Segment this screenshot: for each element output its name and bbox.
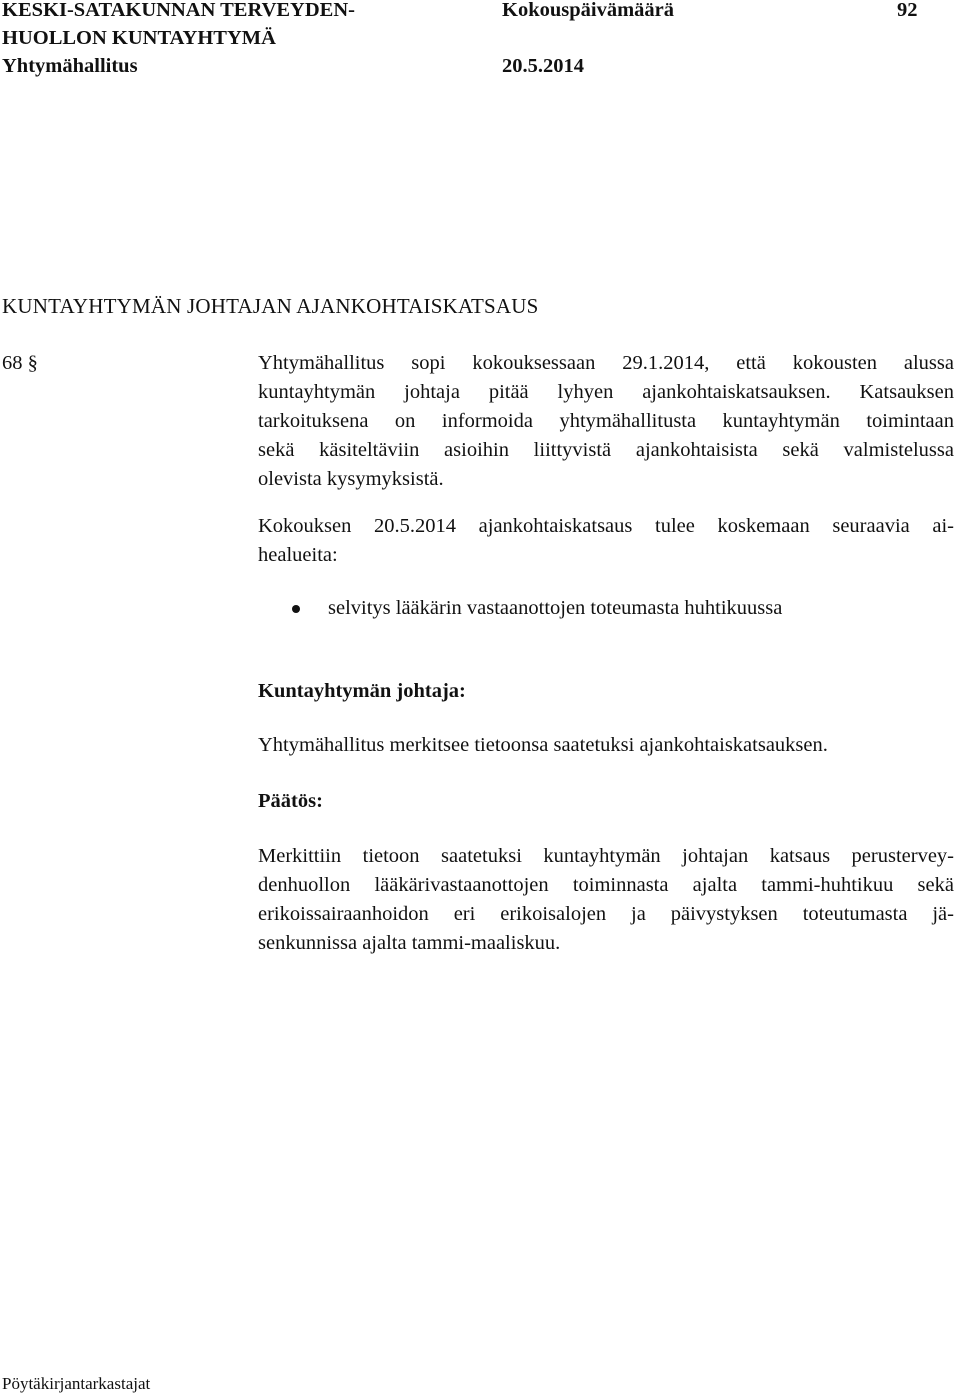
agenda-paragraph — [258, 512, 954, 570]
bullet-text: selvitys lääkärin vastaanottojen toteumasta huhtikuussa — [328, 597, 783, 619]
intro-paragraph-line: tarkoituksena on informoida yhtymähallitusta kuntayhtymän toimintaan — [258, 410, 954, 432]
governing-body: Yhtymähallitus — [2, 55, 138, 77]
intro-paragraph — [258, 349, 954, 494]
director-proposal: Yhtymähallitus merkitsee tietoonsa saatetuksi ajankohtaiskatsauksen. — [258, 734, 828, 756]
director-heading: Kuntayhtymän johtaja: — [258, 680, 466, 702]
item-number: 68 § — [2, 352, 38, 374]
intro-paragraph-line: sekä käsiteltäviin asioihin liittyvistä ajankohtaisista sekä valmistelussa — [258, 439, 954, 461]
decision-paragraph — [258, 842, 954, 958]
decision-paragraph-line: Merkittiin tietoon saatetuksi kuntayhtymän johtajan katsaus perustervey- — [258, 845, 954, 867]
intro-paragraph-line: Yhtymähallitus sopi kokouksessaan 29.1.2014, että kokousten alussa — [258, 352, 954, 374]
minutes-checkers-label: Pöytäkirjantarkastajat — [2, 1374, 151, 1393]
agenda-paragraph-line: healueita: — [258, 544, 338, 566]
meeting-date: 20.5.2014 — [502, 55, 584, 77]
meeting-date-label: Kokouspäivämäärä — [502, 0, 674, 21]
decision-paragraph-line: denhuollon lääkärivastaanottojen toiminnasta ajalta tammi-huhtikuu sekä — [258, 874, 954, 896]
intro-paragraph-line: kuntayhtymän johtaja pitää lyhyen ajankohtaiskatsauksen. Katsauksen — [258, 381, 954, 403]
section-title: KUNTAYHTYMÄN JOHTAJAN AJANKOHTAISKATSAUS — [2, 294, 539, 318]
organization-name-line2: HUOLLON KUNTAYHTYMÄ — [2, 27, 276, 49]
agenda-paragraph-line: Kokouksen 20.5.2014 ajankohtaiskatsaus tulee koskemaan seuraavia ai- — [258, 515, 954, 537]
decision-paragraph-line: senkunnissa ajalta tammi-maaliskuu. — [258, 932, 561, 954]
organization-name-line1: KESKI-SATAKUNNAN TERVEYDEN- — [2, 0, 355, 21]
bullet-icon — [292, 605, 300, 613]
page-number: 92 — [897, 0, 918, 21]
decision-paragraph-line: erikoissairaanhoidon eri erikoisalojen ja päivystyksen toteutumasta jä- — [258, 903, 954, 925]
decision-heading: Päätös: — [258, 790, 323, 812]
intro-paragraph-line: olevista kysymyksistä. — [258, 468, 444, 490]
